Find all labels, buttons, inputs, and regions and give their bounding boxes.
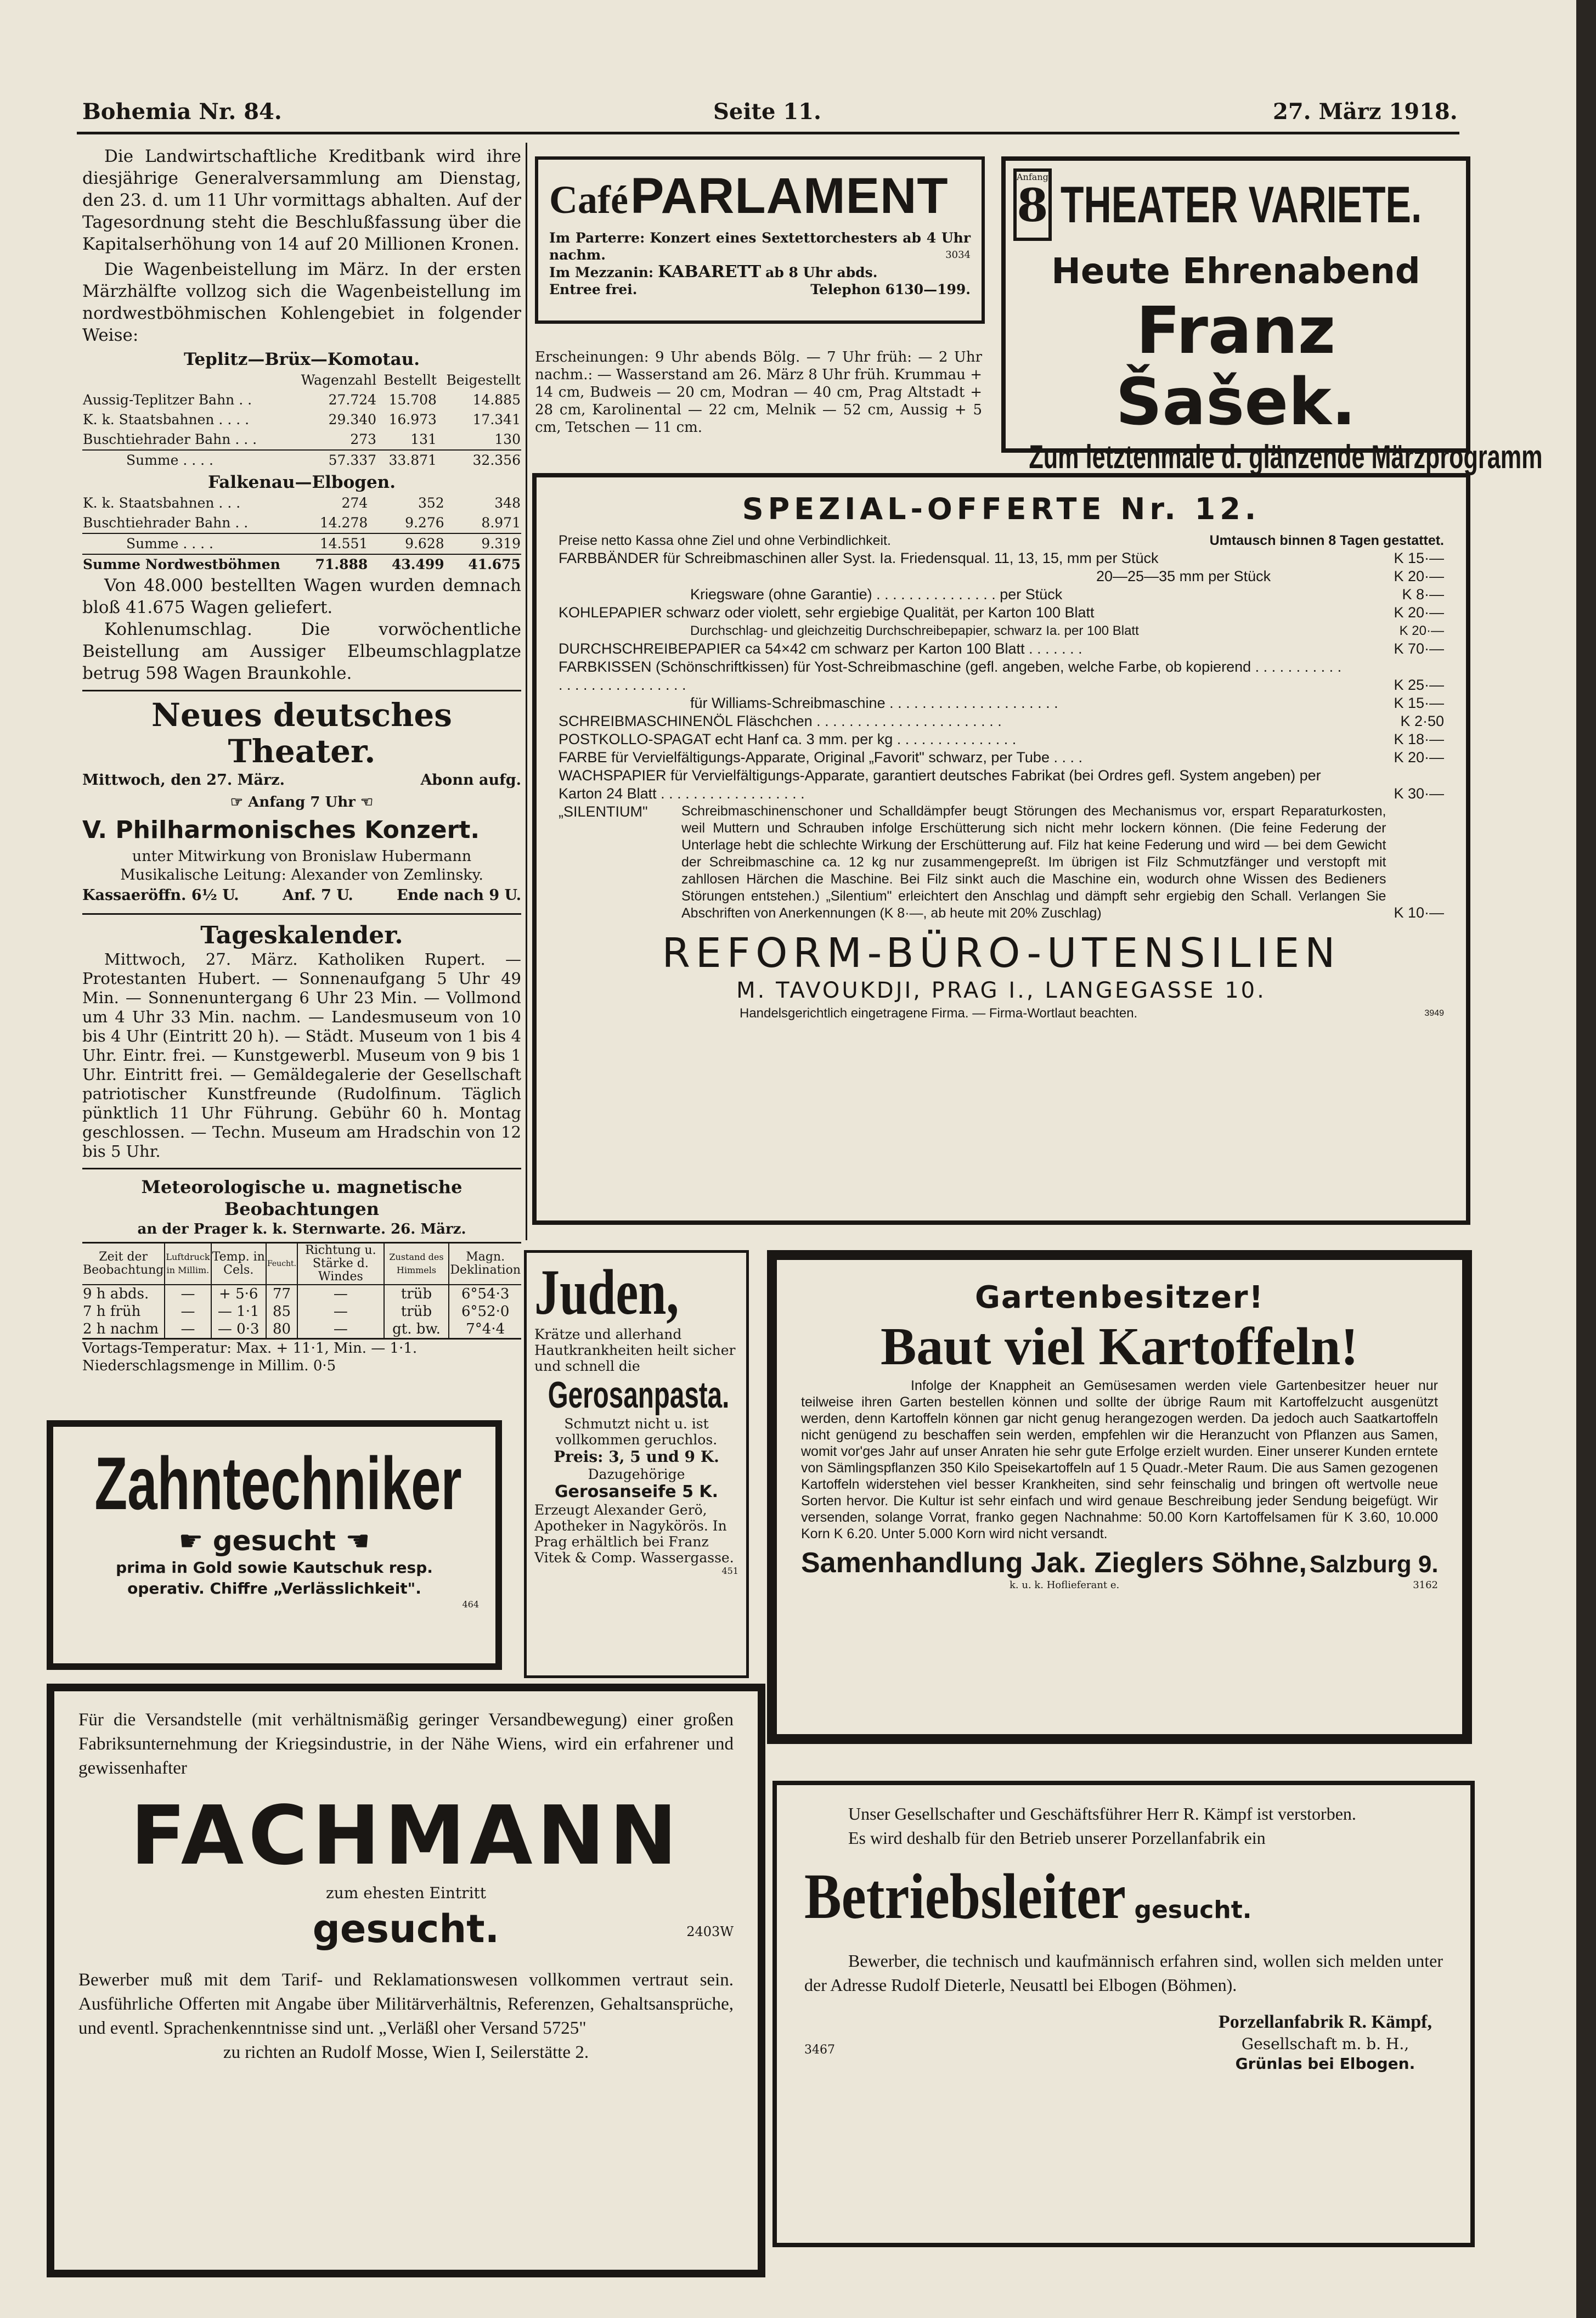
juden-product: Gerosanpasta. [548, 1374, 730, 1416]
betrieb-title: Betriebsleiter [804, 1860, 1126, 1932]
header-rule [77, 132, 1459, 134]
news-item-wagen-total: Von 48.000 bestellten Wagen wurden demnach bloß 41.675 Wagen geliefert. [82, 576, 521, 617]
meteo-footnote-2: Niederschlagsmenge in Millim. 0·5 [82, 1358, 336, 1374]
table-row: Summe . . . . 57.337 33.871 32.356 [82, 450, 521, 470]
zahn-line-1: prima in Gold sowie Kautschuk resp. [116, 1559, 433, 1577]
offer-line: FARBKISSEN (Schönschriftkissen) für Yost-Schreibmaschine (gefl. angeben, welche Farbe, ob kopierend . . . . . . . . . . . . . . . . . . . . . . . . . . . K 25·— [559, 659, 1444, 693]
offer-registration: Handelsgerichtlich eingetragene Firma. — Firma-Wortlaut beachten. [740, 1006, 1138, 1021]
fach-footer: zu richten an Rudolf Mosse, Wien I, Seilerstätte 2. [223, 2043, 589, 2062]
cafe-name: PARLAMENT [630, 168, 949, 224]
start-time-badge: Anfang 8 [1013, 168, 1052, 241]
table2-title: Falkenau—Elbogen. [207, 472, 396, 492]
concert-end: Ende nach 9 U. [397, 887, 521, 904]
table-row: Buschtiehrader Bahn . . 14.278 9.276 8.971 [83, 515, 521, 531]
variete-line-1: Heute Ehrenabend [1051, 251, 1420, 292]
news-item-kreditbank: Die Landwirtschaftliche Kreditbank wird ihre diesjährige Generalversammlung am Dienstag, den 23. d. um 11 Uhr vormittags abhalten. Auf der Tagesordnung steht die Beschlußfassung über die Kapitalserhöhung von 14 auf 20 Millionen Kronen. [82, 147, 521, 254]
betrieb-firm-3: Grünlas bei Elbogen. [1235, 2055, 1415, 2073]
zahn-sought: gesucht [212, 1525, 336, 1557]
theater-date: Mittwoch, den 27. März. [82, 772, 285, 789]
offer-line: 20—25—35 mm per Stück K 20·— [1096, 568, 1444, 584]
table1-header-3: Beigestellt [446, 372, 521, 388]
betrieb-sought: gesucht. [1134, 1896, 1252, 1924]
offer-exchange: Umtausch binnen 8 Tagen gestattet. [1209, 533, 1444, 548]
offer-terms: Preise netto Kassa ohne Ziel und ohne Verbindlichkeit. [559, 533, 891, 548]
offer-title: SPEZIAL-OFFERTE Nr. 12. [742, 492, 1261, 526]
fach-title: FACHMANN [130, 1788, 682, 1883]
table-row: K. k. Staatsbahnen . . . 274 352 348 [83, 495, 521, 511]
garten-city: Salzburg 9. [1309, 1551, 1439, 1578]
juden-text-4: Erzeugt Alexander Gerö, Apotheker in Nagykörös. In Prag erhältlich bei Franz Vitek & Comp. Wassergasse. [534, 1502, 734, 1566]
offer-line: POSTKOLLO-SPAGAT echt Hanf ca. 3 mm. per kg . . . . . . . . . . . . . . . K 18·— [559, 731, 1444, 747]
section-rule [82, 1168, 521, 1169]
table1-title: Teplitz—Brüx—Komotau. [183, 350, 420, 369]
offer-line: DURCHSCHREIBEPAPIER ca 54×42 cm schwarz per Karton 100 Blatt . . . . . . . K 70·— [559, 640, 1444, 657]
fach-number: 2403W [686, 1924, 734, 1939]
issue-number: Bohemia Nr. 84. [82, 99, 282, 125]
hand-left-icon: ☛ [178, 1525, 213, 1557]
variete-name: THEATER VARIETE. [1060, 176, 1422, 233]
column-rule [526, 143, 527, 1240]
ad-theater-variete [1001, 156, 1543, 475]
variete-line-3: Zum letztenmale d. glänzende Märzprogramm [1029, 438, 1543, 475]
betrieb-firm: Porzellanfabrik R. Kämpf, [1218, 2012, 1432, 2032]
concert-box-office: Kassaeröffn. 6½ U. [82, 887, 239, 904]
betrieb-body: Bewerber, die technisch und kaufmännisch erfahren sind, wollen sich melden unter der Adresse Rudolf Dieterle, Neusattl bei Elbogen (Böhmen). [804, 1951, 1443, 1995]
juden-number: 451 [721, 1566, 738, 1576]
news-item-kohlenumschlag: Kohlenumschlag. Die vorwöchentliche Beistellung am Aussiger Elbeumschlagplatze betrug 598 Wagen Braunkohle. [82, 620, 521, 683]
section-rule [82, 913, 521, 915]
left-column [82, 145, 521, 1375]
table-row: 7 h früh — — 1·1 85 — trüb 6°52·0 [83, 1303, 510, 1320]
table1-header-1: Wagenzahl [301, 372, 377, 388]
offer-line: SCHREIBMASCHINENÖL Fläschchen . . . . . . . . . . . . . . . . . . . . . . . K 2·50 [559, 713, 1444, 729]
ad-fachmann [47, 1684, 765, 2277]
wagon-table-2 [82, 493, 521, 575]
table-row: Summe Nordwestböhmen 71.888 43.499 41.675 [82, 554, 521, 575]
garten-title: Gartenbesitzer! [974, 1280, 1265, 1315]
issue-date: 27. März 1918. [1273, 99, 1458, 125]
offer-line: Kriegsware (ohne Garantie) . . . . . . . . . . . . . . . per Stück K 8·— [690, 586, 1444, 603]
hand-left-icon: ☞ [230, 794, 249, 811]
offer-silentium: „SILENTIUM" Schreibmaschinenschoner und Schalldämpfer beugt Störungen des Mechanismus vor, erspart Reparaturkosten, weil Muttern und Schrauben infolge Erschütterung sich nicht mehr lockern können. (Die feine Federung der Unterlage hebt die schlechte Wirkung der Erschütterung auf. Filz hat keine Federung und wird — bei dem Gewicht der Schreibmaschine ca. 12 kg nur zusammengepreßt. Im übrigen ist Filz Schmutzfänger und verstopft mit zahllosen Härchen die Maschine. Bei Filz sinkt auch die Maschine ein, wodurch ohne Wissen des Bedieners Störungen entstehen.) „Silentium" erleichtert den Anschlag und dämpft sehr ergiebig den Schall. Verlangen Sie Abschriften von Anerkennungen (K 8·—, ab heute mit 20% Zuschlag) K 10·— [559, 803, 1444, 921]
juden-soap: Gerosanseife 5 K. [554, 1482, 719, 1501]
tageskalender-title: Tageskalender. [200, 921, 403, 949]
theater-start: ☞ Anfang 7 Uhr ☜ [230, 794, 374, 811]
wagon-table-1 [82, 370, 521, 470]
ad-spezial-offerte [532, 473, 1470, 1225]
fach-subtitle: zum ehesten Eintritt [325, 1884, 487, 1902]
offer-line: FARBBÄNDER für Schreibmaschinen aller Syst. Ia. Friedensqual. 11, 13, 15, mm per Stück K 15·— [559, 550, 1444, 566]
hand-right-icon: ☚ [336, 1525, 370, 1557]
betrieb-line-2: Es wird deshalb für den Betrieb unserer Porzellanfabrik ein [848, 1828, 1266, 1848]
juden-title: Juden, [534, 1256, 679, 1328]
offer-company: REFORM-BÜRO-UTENSILIEN [662, 930, 1341, 977]
table-row: Buschtiehrader Bahn . . . 273 131 130 [83, 431, 521, 447]
scan-edge [1576, 0, 1596, 2318]
concert-start: Anf. 7 U. [283, 887, 353, 904]
observations-text: Erscheinungen: 9 Uhr abends Bölg. — 7 Uhr früh: — 2 Uhr nachm.: — Wasserstand am 26. März 8 Uhr früh. Krummau + 14 cm, Budweis — 20 cm, Modran — 40 cm, Prag Altstadt + 28 cm, Karolinental — 22 cm, Melnik — 52 cm, Aussig + 5 cm, Tetschen — 11 cm. [535, 349, 982, 436]
offer-line: Durchschlag- und gleichzeitig Durchschreibepapier, schwarz Ia. per 100 Blatt K 20·— [690, 623, 1444, 638]
news-item-wagen: Die Wagenbeistellung im März. In der ersten Märzhälfte vollzog sich die Wagenbeistellung im nordwestböhmischen Kohlengebiet in folgender Weise: [82, 260, 521, 345]
betrieb-firm-2: Gesellschaft m. b. H., [1241, 2035, 1409, 2053]
betrieb-line-1: Unser Gesellschafter und Geschäftsführer Herr R. Kämpf ist verstorben. [848, 1804, 1356, 1824]
theater-title: Neues deutsches Theater. [151, 696, 452, 770]
ad-gerosanpasta [524, 1250, 749, 1678]
zahn-line-2: operativ. Chiffre „Verlässlichkeit". [127, 1579, 421, 1597]
table-row: Summe . . . . 14.551 9.628 9.319 [82, 533, 521, 554]
garten-firm-sub: k. u. k. Hoflieferant e. [1010, 1579, 1120, 1591]
concert-sub-1: unter Mitwirkung von Bronislaw Hubermann [132, 848, 472, 865]
zahn-title: Zahntechniker [94, 1442, 462, 1525]
ad-cafe-parlament: Café PARLAMENT Im Parterre: Konzert eines Sextettorchesters ab 4 Uhr nachm. 3034 Im Mezzanin: KABARETT ab 8 Uhr abds. Entree frei. Telephon 6130—199. [535, 156, 985, 324]
variete-line-2: Franz Šašek. [1115, 292, 1356, 440]
concert-sub-2: Musikalische Leitung: Alexander von Zemlinsky. [120, 867, 483, 884]
garten-number: 3162 [1413, 1579, 1438, 1591]
table-row: Aussig-Teplitzer Bahn . . 27.724 15.708 14.885 [83, 392, 521, 408]
offer-line: KOHLEPAPIER schwarz oder violett, sehr ergiebige Qualität, per Karton 100 Blatt K 20·— [559, 604, 1444, 621]
hand-right-icon: ☜ [355, 794, 374, 811]
meteo-subtitle: an der Prager k. k. Sternwarte. 26. März. [137, 1221, 466, 1237]
offer-number: 3949 [1424, 1009, 1444, 1018]
table-row: 2 h nachm — — 0·3 80 — gt. bw. 7°4·4 [82, 1320, 521, 1339]
offer-line: FARBE für Vervielfältigungs-Apparate, Original „Favorit" schwarz, per Tube . . . . K 20·— [559, 749, 1444, 766]
juden-text-2: Schmutzt nicht u. ist vollkommen geruchlos. [555, 1416, 718, 1448]
fach-body: Bewerber muß mit dem Tarif- und Reklamationswesen vollkommen vertraut sein. Ausführliche Offerten mit Angabe über Militärverhältnis, Referenzen, Gehaltsansprüche, und eventl. Sprachenkenntnisse sind unt. „Verläßl oher Versand 5725" [78, 1970, 734, 2038]
garten-headline: Baut viel Kartoffeln! [881, 1317, 1358, 1376]
fach-intro: Für die Versandstelle (mit verhältnismäßig geringer Versandbewegung) einer großen Fabriksunternehmung der Kriegsindustrie, in der Nähe Wiens, wird ein erfahrener und gewissenhafter [78, 1710, 734, 1778]
table1-header-2: Bestellt [384, 372, 437, 388]
section-rule [82, 690, 521, 691]
offer-address: M. TAVOUKDJI, PRAG I., LANGEGASSE 10. [736, 978, 1266, 1003]
concert-title: V. Philharmonisches Konzert. [82, 816, 480, 844]
page-number: Seite 11. [713, 99, 821, 125]
garten-body: Infolge der Knappheit an Gemüsesamen werden viele Gartenbesitzer heuer nur teilweise ihren Garten bestellen können und sollte der übrige Raum mit Kartoffelzucht ausgenützt werden, denn Kartoffeln können gar nicht genug herangezogen werden. Da jedoch auch Saatkartoffeln nicht genügend zu beschaffen sein werden, empfehlen wir die Heranzucht von Pflanzen aus Samen, womit vor'ges Jahr auf unser Anraten hie sehr gute Erfolge erzielt wurden. Einer unserer Kunden erntete von Sämlingspflanzen 350 Kilo Speisekartoffeln auf 1 5 Quadr.-Meter Raum. Die aus Samen gezogenen Kartoffeln widerstehen viel besser Krankheiten, sind sehr feinschalig und bringen oft wertvolle neue Sorten hervor. Die Kultur ist sehr einfach und wird genaue Beschreibung jeder Sendung beigefügt. Wir versenden, solange Vorrat, franko gegen Nachnahme: 50.00 Korn Kartoffelsamen für K 3.60, 10.000 Korn K 6.20. Unter 5.000 Korn wird nicht versandt. [801, 1378, 1438, 1541]
garten-firm: Samenhandlung Jak. Zieglers Söhne, [801, 1547, 1307, 1579]
table-row: 9 h abds. — + 5·6 77 — trüb 6°54·3 [83, 1286, 510, 1302]
betrieb-number: 3467 [804, 2043, 835, 2057]
offer-line: WACHSPAPIER für Vervielfältigungs-Apparate, garantiert deutsches Fabrikat (bei Ordres gefl. System angeben) per Karton 24 Blatt . . . . . . . . . . . . . . . . . . K 30·— [559, 767, 1444, 802]
meteo-footnote-1: Vortags-Temperatur: Max. + 11·1, Min. — 1·1. [82, 1340, 418, 1357]
ad-gartenbesitzer [767, 1250, 1472, 1744]
theater-abonnement: Abonn aufg. [420, 772, 521, 789]
ad-zahntechniker [47, 1420, 502, 1670]
zahn-number: 464 [462, 1599, 479, 1610]
meteo-table: Zeit der Beobachtung Luftdruck in Millim. Temp. in Cels. Feucht. Richtung u. Stärke d. Windes Zustand des Himmels Magn. Deklination 9 h abds. — + 5·6 77 — trüb 6°54·3 7 h früh — — 1·1 85 — trüb 6°52·0 2 h nachm — — 0·3 80 — gt. bw. 7°4·4 [82, 1242, 521, 1340]
ad-betriebsleiter [772, 1781, 1475, 2247]
juden-text-1: Krätze und allerhand Hautkrankheiten heilt sicher und schnell die [534, 1326, 736, 1374]
offer-line: für Williams-Schreibmaschine . . . . . . . . . . . . . . . . . . . . . K 15·— [690, 695, 1444, 711]
fach-sought: gesucht. [312, 1906, 500, 1951]
tageskalender-text: Mittwoch, 27. März. Katholiken Rupert. — Protestanten Hubert. — Sonnenaufgang 5 Uhr 49 Min. — Sonnenuntergang 6 Uhr 23 Min. — Vollmond um 4 Uhr 33 Min. nachm. — Landesmuseum von 10 bis 4 Uhr (Eintritt 20 h). — Städt. Museum von 1 bis 4 Uhr. Eintr. frei. — Kunstgewerbl. Museum von 9 bis 1 Uhr. Eintritt frei. — Gemäldegalerie der Gesellschaft patriotischer Kunstfreunde (Rudolfinum. Täglich pünktlich 11 Uhr Führung. Gebühr 60 h. Montag geschlossen. — Techn. Museum am Hradschin von 12 bis 5 Uhr. [82, 950, 521, 1161]
table-row: K. k. Staatsbahnen . . . . 29.340 16.973 17.341 [83, 412, 521, 427]
juden-price: Preis: 3, 5 und 9 K. [554, 1448, 719, 1466]
meteo-title: Meteorologische u. magnetische Beobachtungen [141, 1177, 463, 1219]
juden-text-3: Dazugehörige [588, 1466, 685, 1482]
cafe-label: Café [549, 178, 628, 222]
